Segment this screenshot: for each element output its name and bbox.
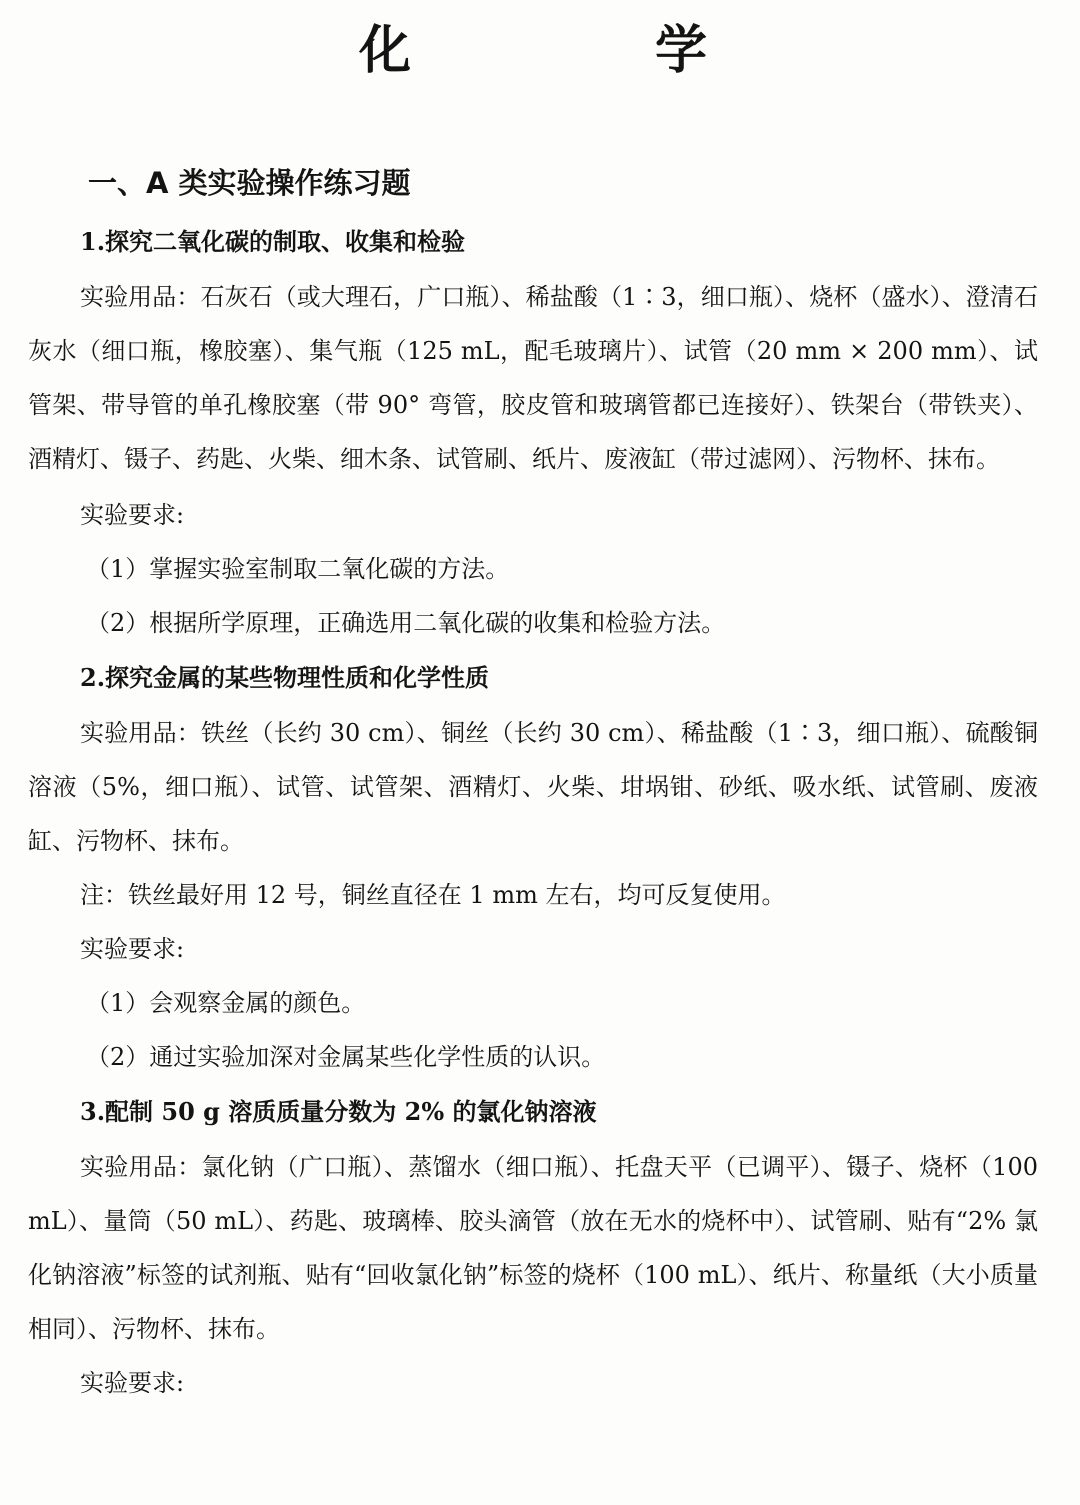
requirements-label: 实验要求: bbox=[80, 501, 185, 529]
experiment-title: 2.探究金属的某些物理性质和化学性质 bbox=[80, 663, 490, 692]
experiment-2 bbox=[28, 650, 1038, 1084]
document-page bbox=[28, 20, 1038, 1410]
experiment-3 bbox=[28, 1084, 1038, 1410]
requirements-label: 实验要求: bbox=[80, 935, 185, 963]
requirements-label: 实验要求: bbox=[80, 1369, 185, 1397]
experiment-title: 3.配制 50 g 溶质质量分数为 2% 的氯化钠溶液 bbox=[80, 1097, 597, 1126]
experiment-title: 1.探究二氧化碳的制取、收集和检验 bbox=[80, 227, 466, 256]
materials-paragraph: 实验用品：氯化钠（广口瓶）、蒸馏水（细口瓶）、托盘天平（已调平）、镊子、烧杯（100 mL）、量筒（50 mL）、药匙、玻璃棒、胶头滴管（放在无水的烧杯中）、试管刷、贴有“2% 氯化钠溶液”标签的试剂瓶、贴有“回收氯化钠”标签的烧杯（100 mL）、纸片、称量纸（大小质量相同）、污物杯、抹布。 bbox=[28, 1153, 1038, 1343]
materials-paragraph: 实验用品：石灰石（或大理石，广口瓶）、稀盐酸（1∶3，细口瓶）、烧杯（盛水）、澄清石灰水（细口瓶，橡胶塞）、集气瓶（125 mL，配毛玻璃片）、试管（20 mm × 200 mm）、试管架、带导管的单孔橡胶塞（带 90° 弯管，胶皮管和玻璃管都已连接好）、铁架台（带铁夹）、酒精灯、镊子、药匙、火柴、细木条、试管刷、纸片、废液缸（带过滤网）、污物杯、抹布。 bbox=[28, 283, 1038, 473]
page-title: 化 学 bbox=[358, 21, 803, 81]
requirement-item: （1）掌握实验室制取二氧化碳的方法。 bbox=[86, 555, 510, 583]
note-line: 注：铁丝最好用 12 号，铜丝直径在 1 mm 左右，均可反复使用。 bbox=[80, 881, 786, 909]
requirement-item: （2）根据所学原理，正确选用二氧化碳的收集和检验方法。 bbox=[86, 609, 726, 637]
experiment-1 bbox=[28, 214, 1038, 650]
requirement-item: （2）通过实验加深对金属某些化学性质的认识。 bbox=[86, 1043, 606, 1071]
requirement-item: （1）会观察金属的颜色。 bbox=[86, 989, 366, 1017]
section-heading: 一、A 类实验操作练习题 bbox=[88, 166, 411, 200]
materials-paragraph: 实验用品：铁丝（长约 30 cm）、铜丝（长约 30 cm）、稀盐酸（1∶3，细口瓶）、硫酸铜溶液（5%，细口瓶）、试管、试管架、酒精灯、火柴、坩埚钳、砂纸、吸水纸、试管刷、废液缸、污物杯、抹布。 bbox=[28, 719, 1038, 855]
